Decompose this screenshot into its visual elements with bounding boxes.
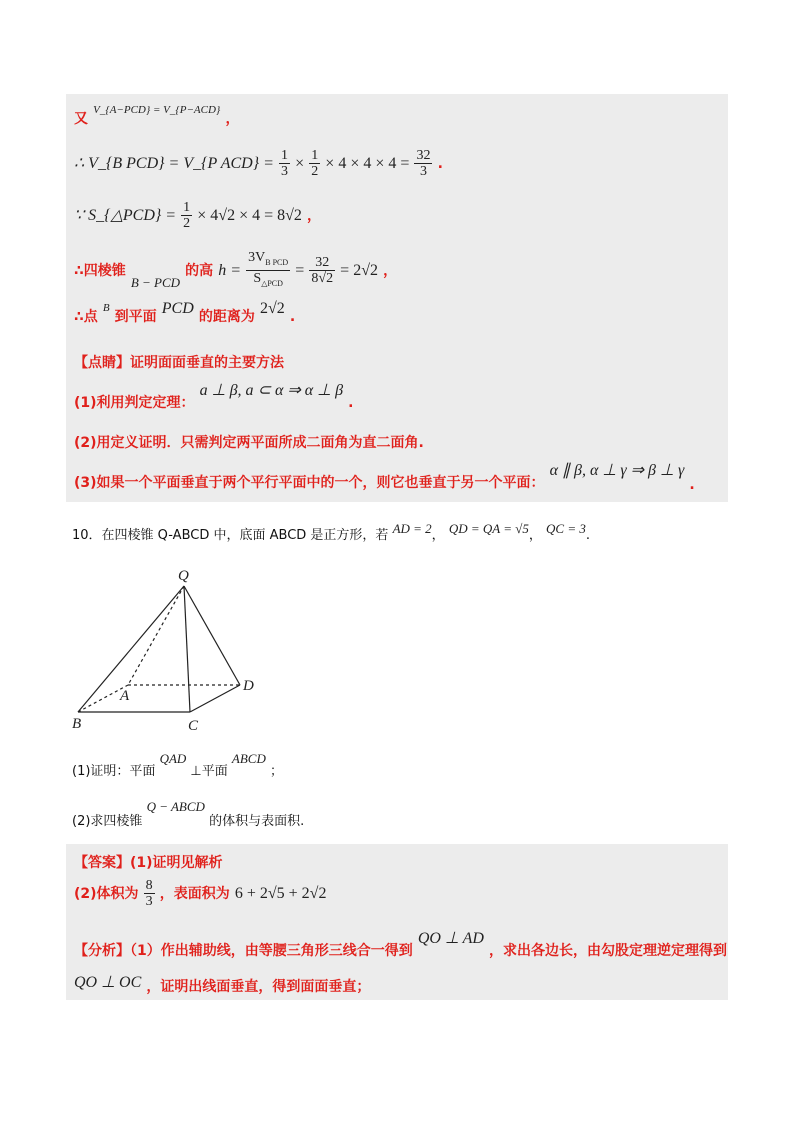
answer-label: 【答案】(1)证明见解析 [74,855,223,871]
tip-title: 【点睛】证明面面垂直的主要方法 [74,355,284,371]
question-stem: 10．在四棱锥 Q-ABCD 中，底面 ABCD 是正方形，若 AD = 2， QD = QA = √5， QC = 3. [72,521,591,543]
fraction: $\frac{1}{3}$ [280,148,288,179]
answer-part-2: (2)体积为 $\frac{8}{3}$ ，表面积为 6 + 2√5 + 2√2 [74,878,327,909]
line-volume-equal: 又 $^{V\_\{A-PCD\} = V\_\{P-ACD\}}$ ， [74,104,240,127]
tip-item-1: (1)利用判定定理： a ⊥ β, a ⊂ α ⇒ α ⊥ β . [74,382,354,411]
solution-box-bottom [66,844,728,1000]
tip-item-2: (2)用定义证明．只需判定两平面所成二面角为直二面角. [74,435,424,451]
analysis-line-1: 【分析】（1）作出辅助线，由等腰三角形三线合一得到 QO ⊥ AD ，求出各边长，由勾股定理逆定理得到 [74,930,728,959]
line-distance: ∴点 $^B$ 到平面 PCD 的距离为 2√2 . [74,300,296,325]
question-part-2: (2)求四棱锥 Q − ABCD 的体积与表面积. [72,799,305,829]
vertex-label-q: Q [178,568,189,584]
tip-item-3: (3)如果一个平面垂直于两个平行平面中的一个，则它也垂直于另一个平面： α ∥ β, α ⊥ γ ⇒ β ⊥ γ . [74,462,695,493]
line-area-calc: ∵ S_{△PCD} = $\frac{1}{2}$ × 4√2 × 4 = 8√2 ， [74,200,321,231]
solution-box-top [66,94,728,502]
pyramid-figure [60,560,280,740]
vertex-label-a: A [120,688,130,704]
analysis-line-2: QO ⊥ OC ，证明出线面垂直，得到面面垂直； [74,974,371,995]
line-height: ∴四棱锥 $_{B - PCD}$ 的高 h = $\frac{3V_{B PCD}}{S_{\triangle PCD}}$ = $\frac{32}{8√2}$ = 2√2 ， [74,250,398,290]
question-part-1: (1)证明：平面 QAD ⊥平面 ABCD ； [72,751,283,779]
vertex-label-c: C [188,718,199,734]
vertex-label-b: B [72,716,82,732]
line-volume-calc: ∴ V_{B PCD} = V_{P ACD} = $\frac{1}{3}$ × $\frac{1}{2}$ × 4 × 4 × 4 = $\frac{32}{3}$ . [74,148,443,179]
vertex-label-d: D [243,678,254,694]
